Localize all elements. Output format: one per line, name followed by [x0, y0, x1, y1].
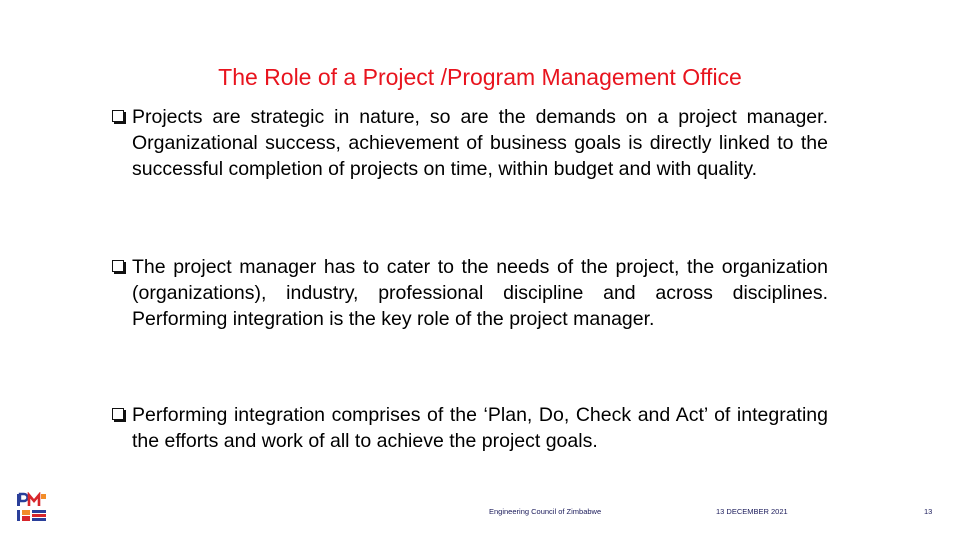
page-number: 13 — [924, 507, 933, 516]
bullet-text: Performing integration comprises of the ‘Plan, Do, Check and Act’ of integrating the efforts and work of all to achieve the project goals. — [132, 404, 828, 452]
checkbox-square-icon — [112, 260, 124, 272]
checkbox-square-icon — [112, 408, 124, 420]
checkbox-square-icon — [112, 110, 124, 122]
bullet-item — [112, 402, 828, 454]
footer-organization: Engineering Council of Zimbabwe — [489, 507, 602, 516]
slide-title: The Role of a Project /Program Management Office — [218, 64, 742, 90]
footer-date: 13 DECEMBER 2021 — [716, 507, 788, 516]
bullet-text: Projects are strategic in nature, so are the demands on a project manager. Organizational success, achievement of business goals is directly linked to the successful completion of projects on time, within budget and with quality. — [132, 106, 828, 180]
bullet-text: The project manager has to cater to the needs of the project, the organization (organizations), industry, professional discipline and across disciplines. Performing integration is the key role of the project manager. — [132, 256, 828, 330]
bullet-item — [112, 104, 828, 182]
bullet-item — [112, 254, 828, 332]
pmi-logo-icon — [16, 492, 48, 524]
